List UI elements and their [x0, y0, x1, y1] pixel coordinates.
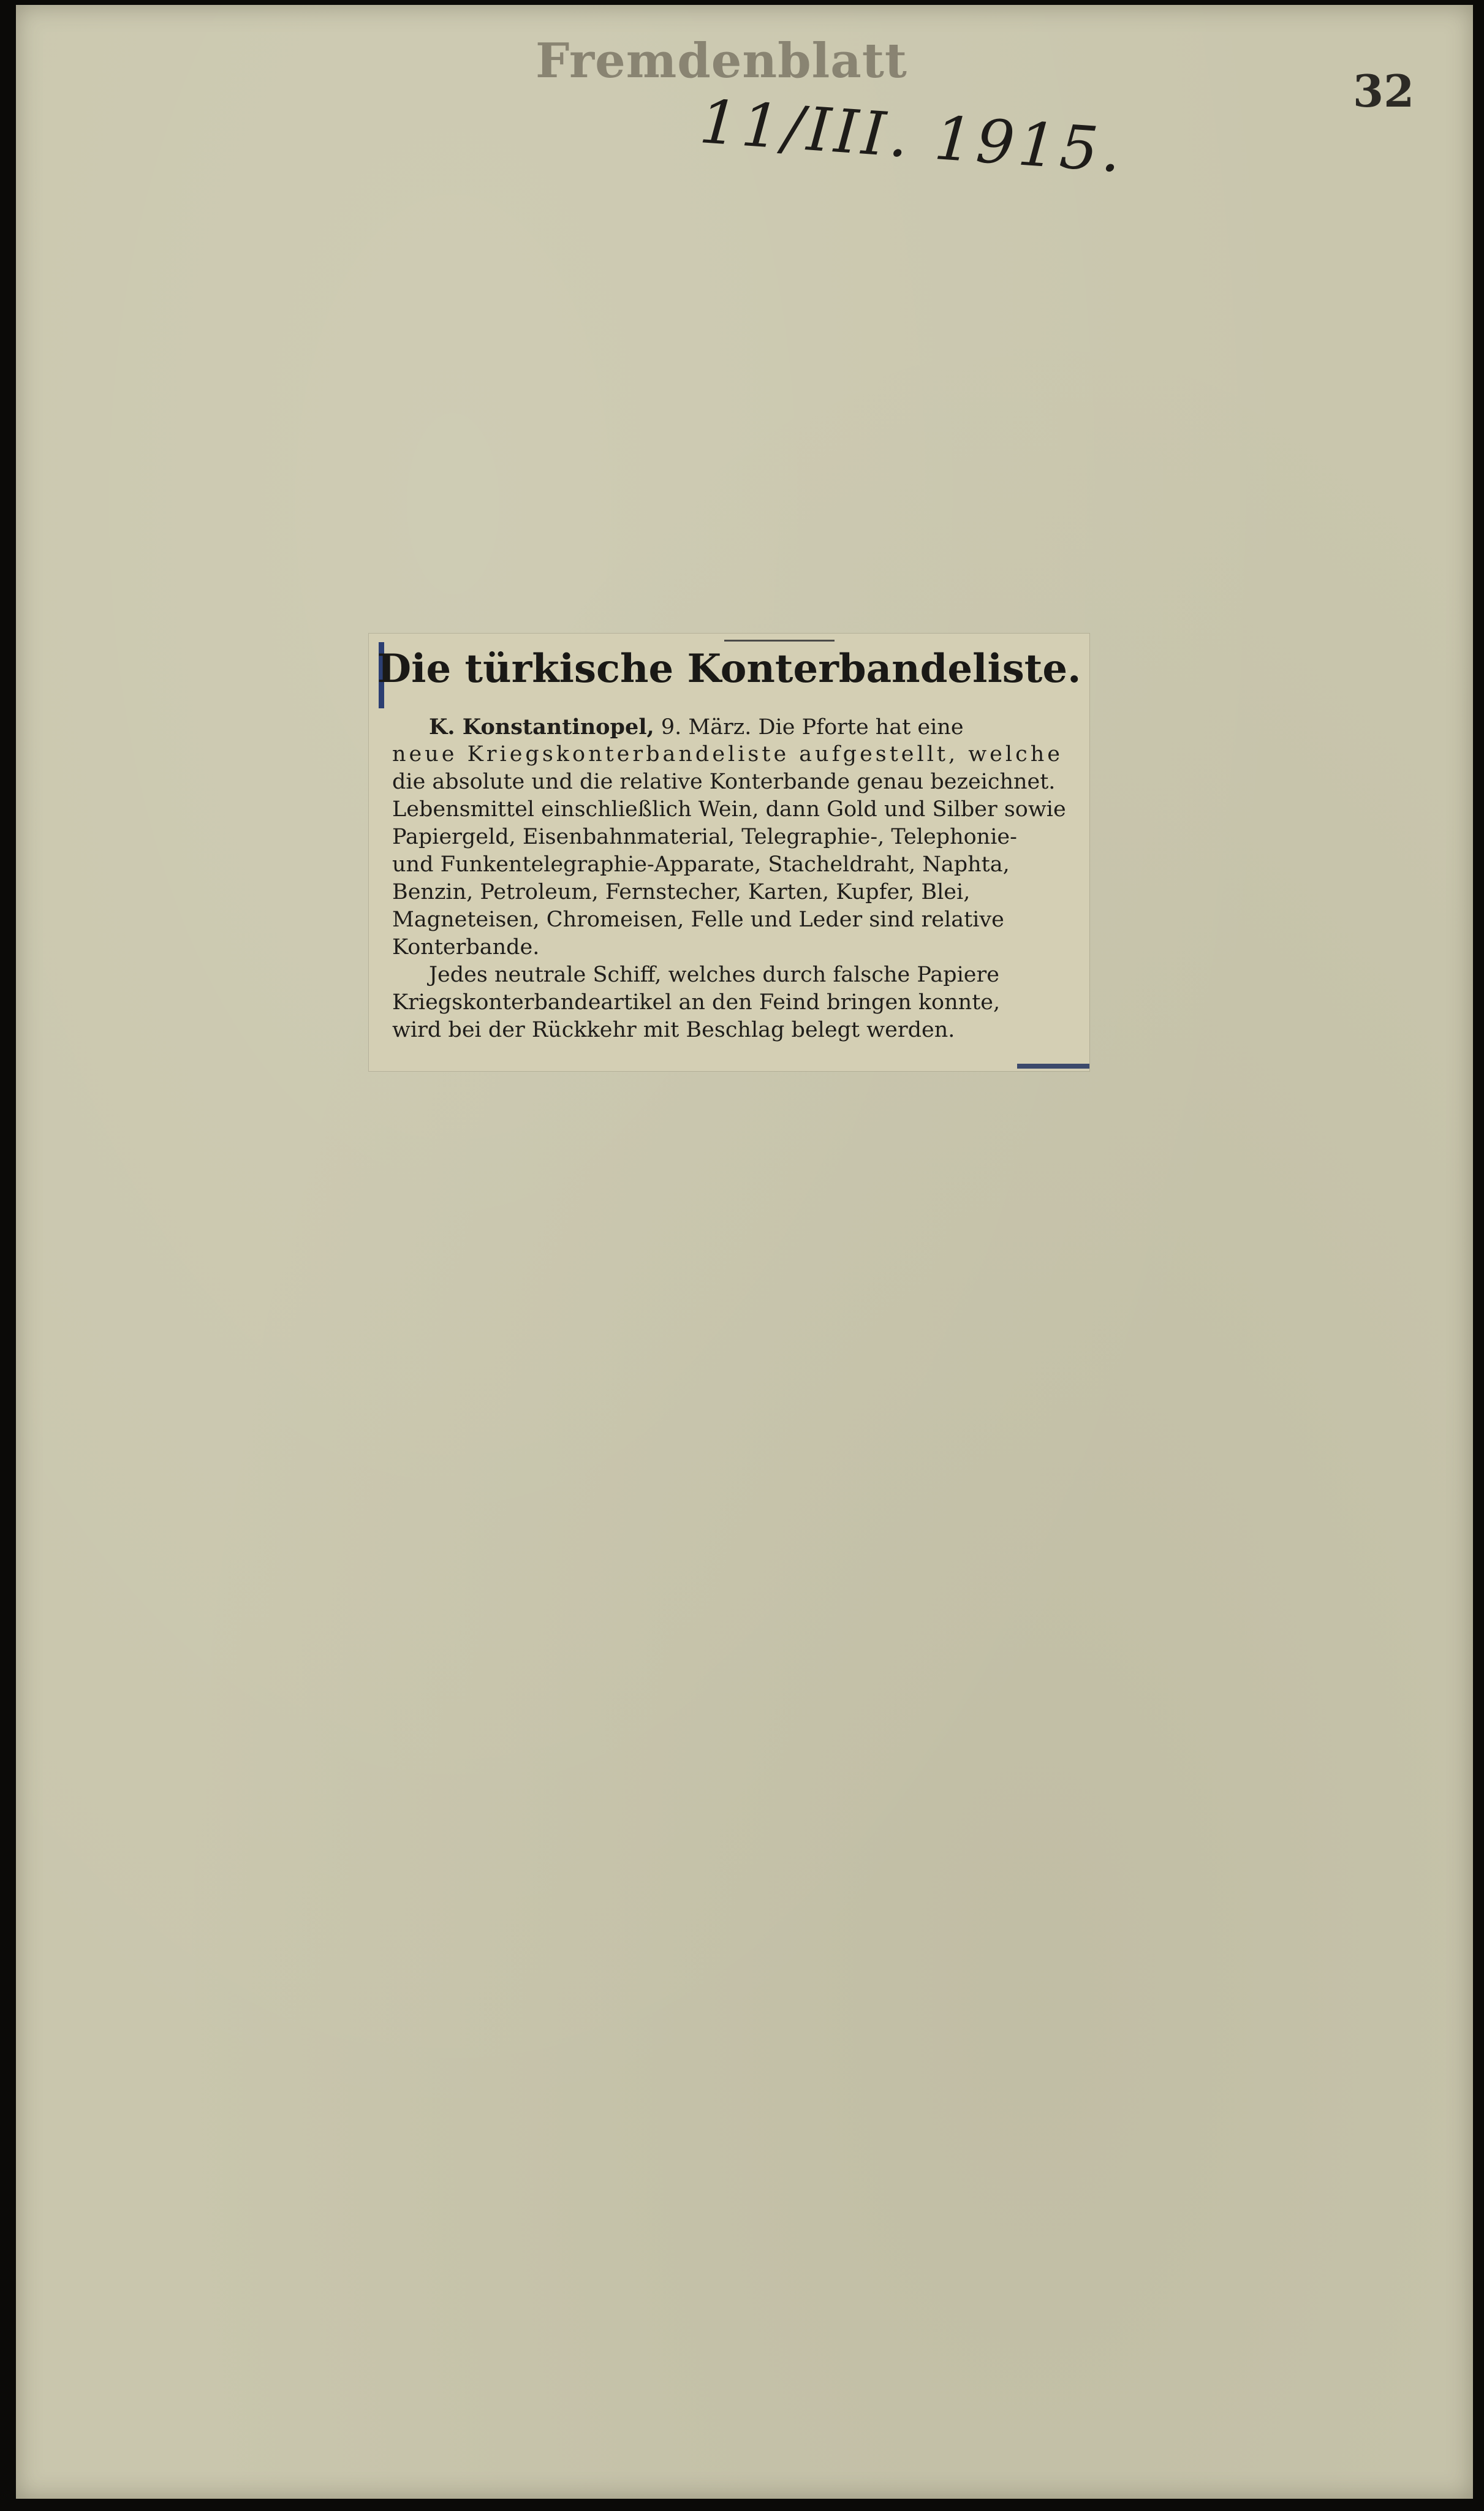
article-line: die absolute und die relative Konterbande genau bezeichnet.: [392, 770, 1056, 794]
article-headline: Die türkische Konterbandeliste.: [377, 646, 1081, 692]
newspaper-stamp: Fremdenblatt: [536, 33, 907, 89]
article-line: Magneteisen, Chromeisen, Felle und Leder sind relative: [392, 907, 1004, 932]
article-line: Jedes neutrale Schiff, welches durch falsche Papiere: [429, 963, 999, 987]
article-line: Kriegskonterbandeartikel an den Feind bringen konnte,: [392, 990, 1001, 1015]
article-line: Papiergeld, Eisenbahnmaterial, Telegraphie-, Telephonie-: [392, 825, 1017, 849]
newspaper-clipping: [369, 634, 1089, 1071]
article-line: Lebensmittel einschließlich Wein, dann Gold und Silber sowie: [392, 797, 1066, 822]
article-line: [392, 713, 1070, 741]
article-line-text: 9. März. Die Pforte hat eine: [654, 715, 964, 740]
clipping-bottom-rule: [1017, 1064, 1089, 1069]
archive-page: [16, 5, 1473, 2499]
article-line: neue Kriegskonterbandeliste aufgestellt, welche: [392, 742, 1063, 767]
article-line: wird bei der Rückkehr mit Beschlag belegt werden.: [392, 1018, 955, 1042]
article-line: Benzin, Petroleum, Fernstecher, Karten, Kupfer, Blei,: [392, 880, 971, 904]
article-body: [392, 713, 1070, 1044]
article-line: Konterbande.: [392, 935, 540, 960]
clipping-top-rule: [724, 640, 835, 642]
handwritten-date: 11/III. 1915.: [697, 87, 1127, 187]
article-byline: K. Konstantinopel,: [429, 714, 654, 740]
page-number: 32: [1353, 65, 1415, 117]
article-line: und Funkentelegraphie-Apparate, Stacheldraht, Naphta,: [392, 852, 1010, 877]
